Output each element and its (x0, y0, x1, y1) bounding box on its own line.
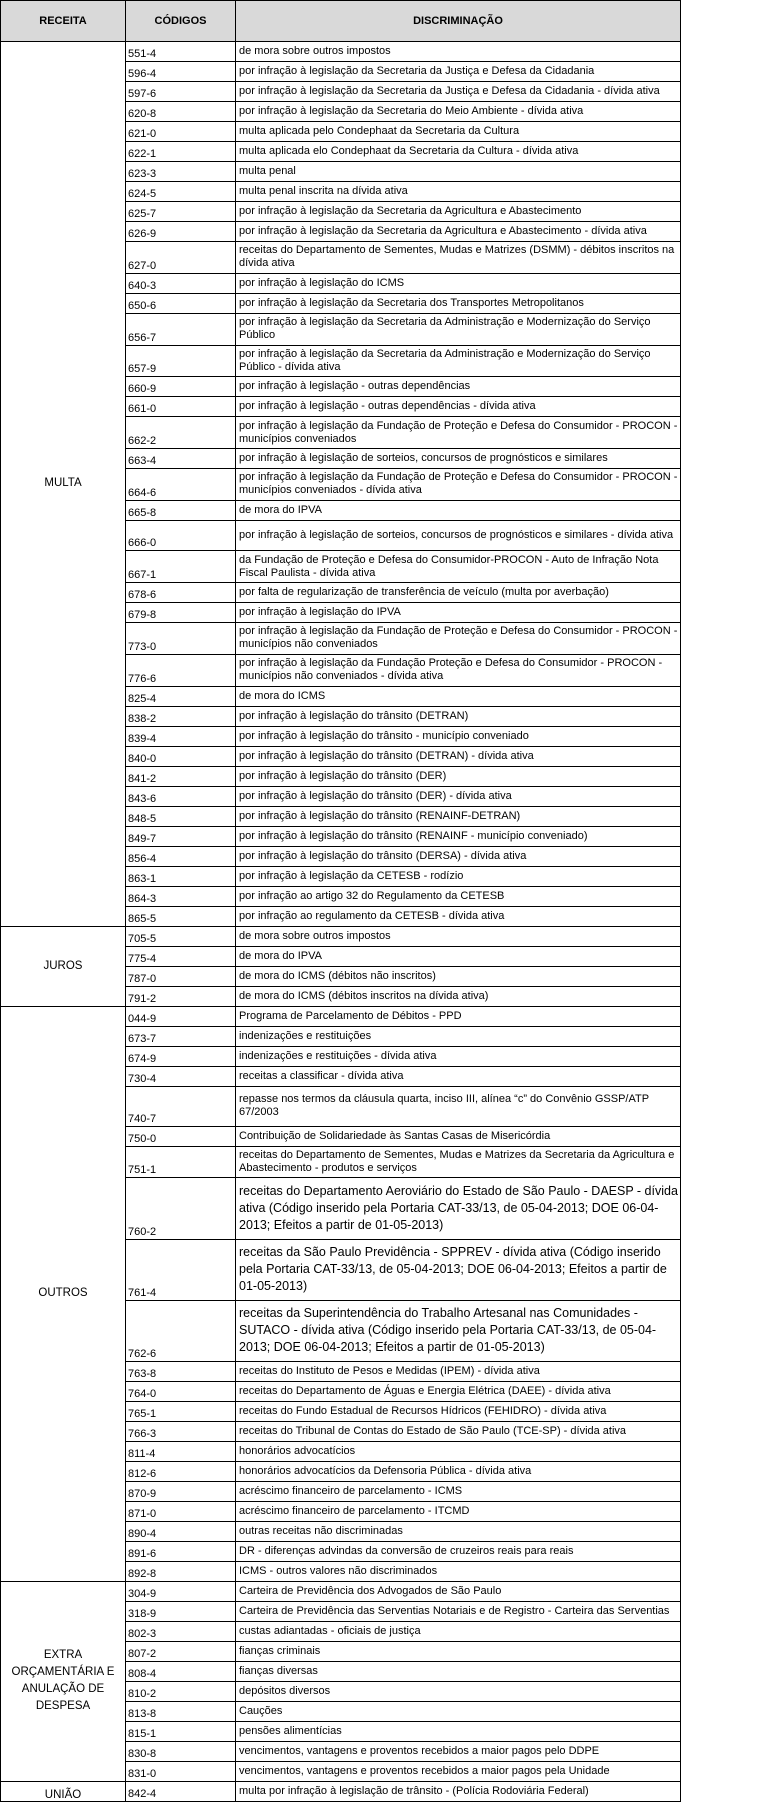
code-cell: 815-1 (126, 1721, 236, 1741)
description-cell: por infração à legislação de sorteios, concursos de prognósticos e similares - dívida ativa (236, 520, 681, 551)
description-cell: por infração à legislação da Secretaria dos Transportes Metropolitanos (236, 293, 681, 313)
code-cell: 811-4 (126, 1441, 236, 1461)
table-row (1, 1781, 681, 1801)
description-cell: acréscimo financeiro de parcelamento - ICMS (236, 1481, 681, 1501)
code-cell: 765-1 (126, 1401, 236, 1421)
description-cell: por infração à legislação do IPVA (236, 603, 681, 623)
code-cell: 890-4 (126, 1521, 236, 1541)
code-cell: 318-9 (126, 1601, 236, 1621)
description-cell: de mora do IPVA (236, 946, 681, 966)
code-cell: 622-1 (126, 142, 236, 162)
description-cell: de mora do ICMS (236, 686, 681, 706)
description-cell: custas adiantadas - oficiais de justiça (236, 1621, 681, 1641)
description-cell: receitas do Instituto de Pesos e Medidas (IPEM) - dívida ativa (236, 1361, 681, 1381)
code-cell: 650-6 (126, 293, 236, 313)
receita-category-cell: UNIÃO (1, 1781, 126, 1801)
description-cell: por infração à legislação da CETESB - rodízio (236, 866, 681, 886)
table-row (1, 42, 681, 62)
description-cell: receitas da Superintendência do Trabalho Artesanal nas Comunidades - SUTACO - dívida ativa (Código inserido pela Portaria CAT-33/13, de 05-04-2013; DOE 06-04-2013; Efeitos a partir de 01-05-2013) (236, 1300, 681, 1361)
description-cell: da Fundação de Proteção e Defesa do Consumidor-PROCON - Auto de Infração Nota Fiscal Paulista - dívida ativa (236, 551, 681, 583)
code-cell: 840-0 (126, 746, 236, 766)
description-cell: por infração ao regulamento da CETESB - dívida ativa (236, 906, 681, 926)
code-cell: 775-4 (126, 946, 236, 966)
description-cell: por infração à legislação - outras dependências (236, 377, 681, 397)
code-cell: 660-9 (126, 377, 236, 397)
description-cell: fianças diversas (236, 1661, 681, 1681)
description-cell: por infração ao artigo 32 do Regulamento da CETESB (236, 886, 681, 906)
description-cell: por infração à legislação de sorteios, concursos de prognósticos e similares (236, 449, 681, 469)
description-cell: multa aplicada elo Condephaat da Secretaria da Cultura - dívida ativa (236, 142, 681, 162)
code-cell: 764-0 (126, 1381, 236, 1401)
description-cell: receitas do Fundo Estadual de Recursos Hídricos (FEHIDRO) - dívida ativa (236, 1401, 681, 1421)
description-cell: pensões alimentícias (236, 1721, 681, 1741)
code-cell: 802-3 (126, 1621, 236, 1641)
receita-category-cell: JUROS (1, 926, 126, 1006)
code-cell: 620-8 (126, 102, 236, 122)
description-cell: por infração à legislação da Secretaria da Administração e Modernização do Serviço Público (236, 313, 681, 345)
code-cell: 761-4 (126, 1239, 236, 1300)
description-cell: por infração à legislação do trânsito (DERSA) - dívida ativa (236, 846, 681, 866)
code-cell: 839-4 (126, 726, 236, 746)
code-cell: 813-8 (126, 1701, 236, 1721)
code-cell: 841-2 (126, 766, 236, 786)
table-row (1, 926, 681, 946)
description-cell: Programa de Parcelamento de Débitos - PPD (236, 1006, 681, 1026)
description-cell: ICMS - outros valores não discriminados (236, 1561, 681, 1581)
description-cell: Carteira de Previdência das Serventias Notariais e de Registro - Carteira das Serventias (236, 1601, 681, 1621)
description-cell: multa aplicada pelo Condephaat da Secretaria da Cultura (236, 122, 681, 142)
description-cell: por infração à legislação da Fundação Proteção e Defesa do Consumidor - PROCON - municípios não conveniados - dívida ativa (236, 654, 681, 686)
code-cell: 627-0 (126, 242, 236, 274)
description-cell: por infração à legislação da Secretaria da Agricultura e Abastecimento (236, 202, 681, 222)
description-cell: por infração à legislação do trânsito (DETRAN) - dívida ativa (236, 746, 681, 766)
description-cell: multa por infração à legislação de trânsito - (Polícia Rodoviária Federal) (236, 1781, 681, 1801)
description-cell: por infração à legislação da Secretaria da Justiça e Defesa da Cidadania (236, 62, 681, 82)
description-cell: por infração à legislação - outras dependências - dívida ativa (236, 397, 681, 417)
code-cell: 657-9 (126, 345, 236, 377)
description-cell: honorários advocatícios (236, 1441, 681, 1461)
description-cell: de mora do IPVA (236, 500, 681, 520)
code-cell: 871-0 (126, 1501, 236, 1521)
description-cell: de mora do ICMS (débitos não inscritos) (236, 966, 681, 986)
code-cell: 810-2 (126, 1681, 236, 1701)
code-cell: 751-1 (126, 1146, 236, 1178)
code-cell: 776-6 (126, 654, 236, 686)
description-cell: indenizações e restituições (236, 1026, 681, 1046)
description-cell: indenizações e restituições - dívida ativa (236, 1046, 681, 1066)
description-cell: receitas do Departamento de Sementes, Mudas e Matrizes (DSMM) - débitos inscritos na dívida ativa (236, 242, 681, 274)
code-cell: 626-9 (126, 222, 236, 242)
description-cell: por falta de regularização de transferência de veículo (multa por averbação) (236, 583, 681, 603)
code-cell: 304-9 (126, 1581, 236, 1601)
description-cell: de mora sobre outros impostos (236, 926, 681, 946)
description-cell: receitas do Departamento de Sementes, Mudas e Matrizes da Secretaria da Agricultura e Abastecimento - produtos e serviços (236, 1146, 681, 1178)
description-cell: receitas do Tribunal de Contas do Estado de São Paulo (TCE-SP) - dívida ativa (236, 1421, 681, 1441)
description-cell: receitas do Departamento de Águas e Energia Elétrica (DAEE) - dívida ativa (236, 1381, 681, 1401)
description-cell: fianças criminais (236, 1641, 681, 1661)
receita-category-cell: EXTRA ORÇAMENTÁRIA E ANULAÇÃO DE DESPESA (1, 1581, 126, 1781)
description-cell: outras receitas não discriminadas (236, 1521, 681, 1541)
receita-category-cell: OUTROS (1, 1006, 126, 1581)
description-cell: por infração à legislação do ICMS (236, 273, 681, 293)
description-cell: por infração à legislação do trânsito (DETRAN) (236, 706, 681, 726)
code-cell: 760-2 (126, 1178, 236, 1239)
code-cell: 856-4 (126, 846, 236, 866)
code-cell: 830-8 (126, 1741, 236, 1761)
description-cell: depósitos diversos (236, 1681, 681, 1701)
description-cell: repasse nos termos da cláusula quarta, inciso III, alínea “c” do Convênio GSSP/ATP 67/2003 (236, 1086, 681, 1126)
description-cell: multa penal (236, 162, 681, 182)
code-cell: 656-7 (126, 313, 236, 345)
code-cell: 044-9 (126, 1006, 236, 1026)
code-cell: 596-4 (126, 62, 236, 82)
description-cell: por infração à legislação da Secretaria da Justiça e Defesa da Cidadania - dívida ativa (236, 82, 681, 102)
code-cell: 849-7 (126, 826, 236, 846)
description-cell: por infração à legislação do trânsito - município conveniado (236, 726, 681, 746)
code-cell: 831-0 (126, 1761, 236, 1781)
code-cell: 825-4 (126, 686, 236, 706)
description-cell: por infração à legislação do trânsito (RENAINF - município conveniado) (236, 826, 681, 846)
description-cell: acréscimo financeiro de parcelamento - ITCMD (236, 1501, 681, 1521)
code-cell: 892-8 (126, 1561, 236, 1581)
code-cell: 863-1 (126, 866, 236, 886)
header-discriminacao: DISCRIMINAÇÃO (236, 1, 681, 42)
code-cell: 661-0 (126, 397, 236, 417)
description-cell: receitas a classificar - dívida ativa (236, 1066, 681, 1086)
code-cell: 750-0 (126, 1126, 236, 1146)
code-cell: 678-6 (126, 583, 236, 603)
code-cell: 666-0 (126, 520, 236, 551)
code-cell: 730-4 (126, 1066, 236, 1086)
code-cell: 623-3 (126, 162, 236, 182)
table-body (1, 42, 681, 1802)
description-cell: honorários advocatícios da Defensoria Pública - dívida ativa (236, 1461, 681, 1481)
code-cell: 673-7 (126, 1026, 236, 1046)
code-cell: 674-9 (126, 1046, 236, 1066)
code-cell: 791-2 (126, 986, 236, 1006)
description-cell: por infração à legislação da Secretaria do Meio Ambiente - dívida ativa (236, 102, 681, 122)
code-cell: 640-3 (126, 273, 236, 293)
description-cell: receitas da São Paulo Previdência - SPPREV - dívida ativa (Código inserido pela Portaria CAT-33/13, de 05-04-2013; DOE 06-04-2013; Efeitos a partir de 01-05-2013) (236, 1239, 681, 1300)
description-cell: por infração à legislação da Fundação de Proteção e Defesa do Consumidor - PROCON - municípios não conveniados (236, 623, 681, 655)
description-cell: vencimentos, vantagens e proventos recebidos a maior pagos pelo DDPE (236, 1741, 681, 1761)
code-cell: 763-8 (126, 1361, 236, 1381)
code-cell: 663-4 (126, 449, 236, 469)
code-cell: 870-9 (126, 1481, 236, 1501)
description-cell: por infração à legislação da Fundação de Proteção e Defesa do Consumidor - PROCON - municípios conveniados - dívida ativa (236, 469, 681, 501)
header-codigos: CÓDIGOS (126, 1, 236, 42)
description-cell: multa penal inscrita na dívida ativa (236, 182, 681, 202)
code-cell: 766-3 (126, 1421, 236, 1441)
code-cell: 662-2 (126, 417, 236, 449)
code-cell: 842-4 (126, 1781, 236, 1801)
description-cell: vencimentos, vantagens e proventos recebidos a maior pagos pela Unidade (236, 1761, 681, 1781)
code-cell: 891-6 (126, 1541, 236, 1561)
code-cell: 679-8 (126, 603, 236, 623)
code-cell: 843-6 (126, 786, 236, 806)
table-row (1, 1006, 681, 1026)
description-cell: de mora sobre outros impostos (236, 42, 681, 62)
description-cell: Carteira de Previdência dos Advogados de São Paulo (236, 1581, 681, 1601)
code-cell: 665-8 (126, 500, 236, 520)
description-cell: por infração à legislação da Fundação de Proteção e Defesa do Consumidor - PROCON - municípios conveniados (236, 417, 681, 449)
description-cell: por infração à legislação da Secretaria da Agricultura e Abastecimento - dívida ativa (236, 222, 681, 242)
description-cell: por infração à legislação da Secretaria da Administração e Modernização do Serviço Público - dívida ativa (236, 345, 681, 377)
code-cell: 773-0 (126, 623, 236, 655)
code-cell: 838-2 (126, 706, 236, 726)
code-cell: 597-6 (126, 82, 236, 102)
table-row (1, 1581, 681, 1601)
code-cell: 667-1 (126, 551, 236, 583)
code-cell: 848-5 (126, 806, 236, 826)
code-cell: 762-6 (126, 1300, 236, 1361)
code-cell: 621-0 (126, 122, 236, 142)
code-cell: 664-6 (126, 469, 236, 501)
description-cell: por infração à legislação do trânsito (DER) - dívida ativa (236, 786, 681, 806)
description-cell: por infração à legislação do trânsito (DER) (236, 766, 681, 786)
receita-category-cell: MULTA (1, 42, 126, 927)
code-cell: 865-5 (126, 906, 236, 926)
code-cell: 551-4 (126, 42, 236, 62)
code-cell: 812-6 (126, 1461, 236, 1481)
code-cell: 740-7 (126, 1086, 236, 1126)
code-cell: 808-4 (126, 1661, 236, 1681)
description-cell: DR - diferenças advindas da conversão de cruzeiros reais para reais (236, 1541, 681, 1561)
description-cell: Contribuição de Solidariedade às Santas Casas de Misericórdia (236, 1126, 681, 1146)
code-cell: 705-5 (126, 926, 236, 946)
header-receita: RECEITA (1, 1, 126, 42)
code-cell: 787-0 (126, 966, 236, 986)
description-cell: receitas do Departamento Aeroviário do Estado de São Paulo - DAESP - dívida ativa (Código inserido pela Portaria CAT-33/13, de 05-04-2013; DOE 06-04-2013; Efeitos a partir de 01-05-2013) (236, 1178, 681, 1239)
code-cell: 807-2 (126, 1641, 236, 1661)
code-cell: 624-5 (126, 182, 236, 202)
description-cell: por infração à legislação do trânsito (RENAINF-DETRAN) (236, 806, 681, 826)
description-cell: de mora do ICMS (débitos inscritos na dívida ativa) (236, 986, 681, 1006)
code-cell: 864-3 (126, 886, 236, 906)
description-cell: Cauções (236, 1701, 681, 1721)
code-cell: 625-7 (126, 202, 236, 222)
header-row (1, 1, 681, 42)
